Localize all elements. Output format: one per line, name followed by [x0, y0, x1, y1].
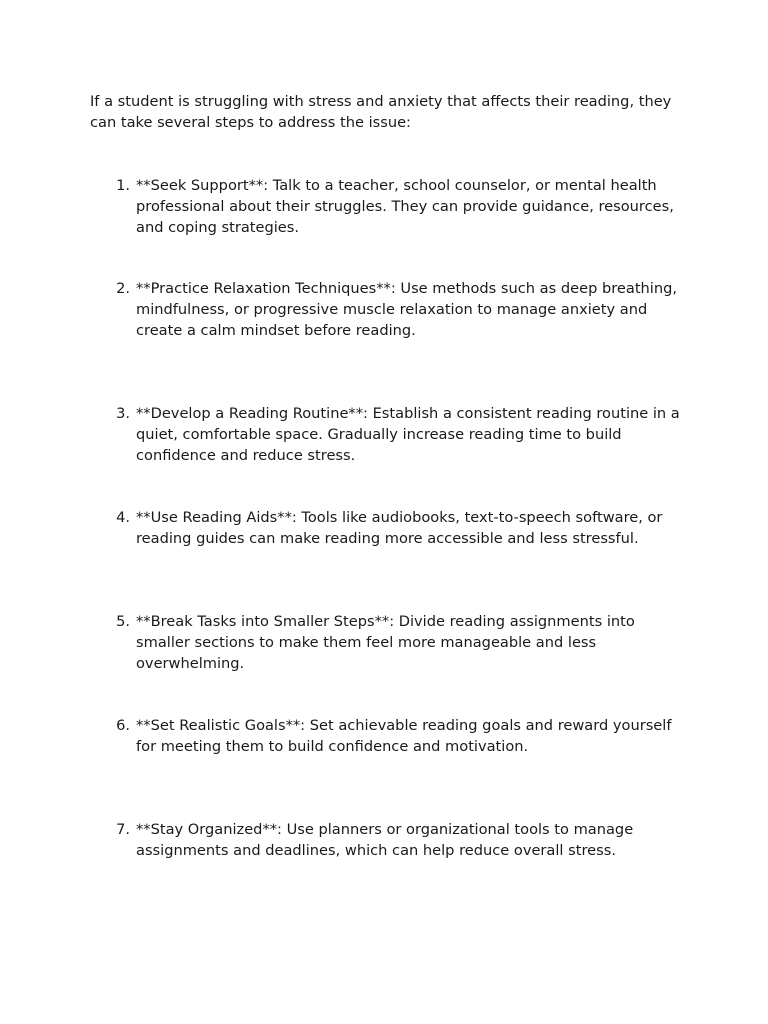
- list-item-text: **Seek Support**: Talk to a teacher, school counselor, or mental health professional about their struggles. They can provide guidance, resources, and coping strategies.: [136, 177, 674, 236]
- list-item-number: 2.: [116, 280, 130, 297]
- list-item-number: 7.: [116, 821, 130, 838]
- list-item-text: **Stay Organized**: Use planners or organizational tools to manage assignments and deadlines, which can help reduce overall stress.: [136, 821, 634, 859]
- list-item-number: 3.: [116, 405, 130, 422]
- list-item-text: **Practice Relaxation Techniques**: Use methods such as deep breathing, mindfulness, or progressive muscle relaxation to manage anxiety and create a calm mindset before reading.: [136, 280, 678, 339]
- list-item-text: **Develop a Reading Routine**: Establish a consistent reading routine in a quiet, comfortable space. Gradually increase reading time to build confidence and reduce stress.: [136, 405, 680, 464]
- intro-paragraph: If a student is struggling with stress and anxiety that affects their reading, they can take several steps to address the issue:: [90, 93, 672, 131]
- list-item-text: **Use Reading Aids**: Tools like audiobooks, text-to-speech software, or reading guides can make reading more accessible and less stressful.: [136, 509, 663, 547]
- list-item-number: 6.: [116, 717, 130, 734]
- list-item-text: **Set Realistic Goals**: Set achievable reading goals and reward yourself for meeting them to build confidence and motivation.: [136, 717, 672, 755]
- list-item-number: 5.: [116, 613, 130, 630]
- list-item-number: 4.: [116, 509, 130, 526]
- list-item-text: **Break Tasks into Smaller Steps**: Divide reading assignments into smaller sections to make them feel more manageable and less overwhelming.: [136, 613, 635, 672]
- list-item-number: 1.: [116, 177, 130, 194]
